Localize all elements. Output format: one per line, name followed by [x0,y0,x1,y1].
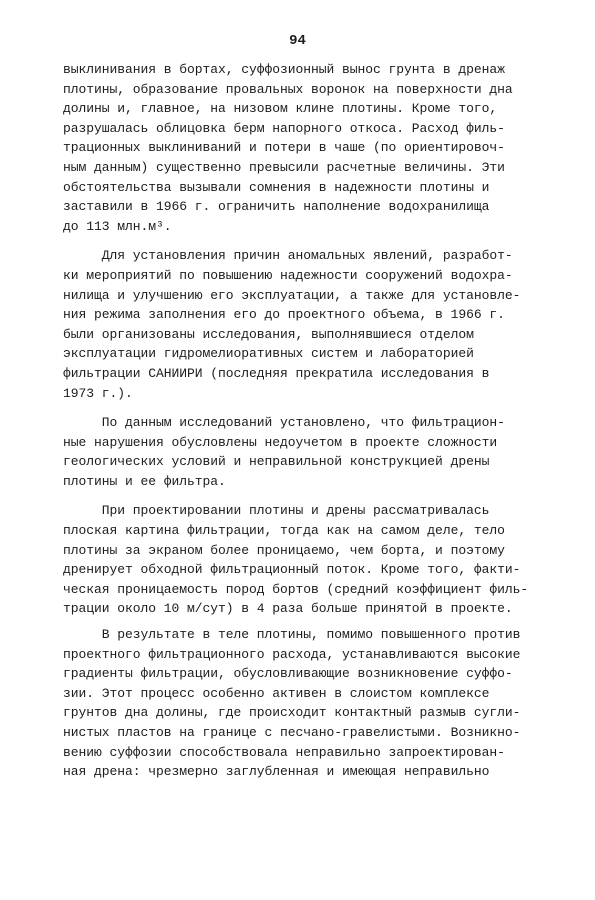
text-line: выклинивания в бортах, суффозионный вынос грунта в дренаж [63,62,505,77]
text-line: проектного фильтрационного расхода, устанавливаются высокие [63,646,521,662]
body-text [63,60,543,782]
text-line: эксплуатации гидромелиоративных систем и лабораторией [63,346,474,362]
text-line: обстоятельства вызывали сомнения в надежности плотины и [63,179,490,195]
text-line: долины и, главное, на низовом клине плотины. Кроме того, [63,101,498,117]
text-line: грунтов дна долины, где происходит контактный размыв сугли- [63,705,521,721]
text-line: плоская картина фильтрации, тогда как на самом деле, тело [63,523,505,539]
paragraph-2 [63,246,543,403]
text-line: нистых пластов на границе с песчано-гравелистыми. Возникно- [63,725,521,740]
text-line: нилища и улучшению его эксплуатации, а также для установле- [63,287,521,303]
text-line: разрушалась облицовка берм напорного откоса. Расход филь- [63,120,505,136]
text-line: были организованы исследования, выполнявшиеся отделом [63,326,474,342]
text-line: геологических условий и неправильной конструкцией дрены [63,454,490,470]
text-line: Для установления причин аномальных явлений, разработ- [63,248,513,264]
text-line: фильтрации САНИИРИ (последняя прекратила исследования в [63,365,490,381]
text-line: до 113 млн.м³. [63,218,172,234]
page-number: 94 [289,33,306,49]
text-line: ки мероприятий по повышению надежности сооружений водохра- [63,267,513,283]
paragraph-5 [63,625,543,782]
text-line: По данным исследований установлено, что фильтрацион- [63,415,505,431]
text-line: заставили в 1966 г. ограничить наполнение водохранилища [63,199,490,215]
text-line: ния режима заполнения его до проектного объема, в 1966 г. [63,307,505,323]
text-line: ным данным) существенно превысили расчетные величины. Эти [63,159,505,175]
text-line: 1973 г.). [63,385,133,401]
text-line: ческая проницаемость пород бортов (средний коэффициент филь- [63,581,529,597]
text-line: При проектировании плотины и дрены рассматривалась [63,503,490,519]
text-line: плотины за экраном более проницаемо, чем борта, и поэтому [63,542,505,558]
text-line: дренирует обходной фильтрационный поток. Кроме того, факти- [63,562,521,578]
text-line: В результате в теле плотины, помимо повышенного против [63,627,521,643]
text-line: ные нарушения обусловлены недоучетом в проекте сложности [63,434,498,450]
text-line: плотины и ее фильтра. [63,473,226,489]
text-line: трационных выклиниваний и потери в чаше (по ориентировоч- [63,140,505,156]
text-line: ная дрена: чрезмерно заглубленная и имеющая неправильно [63,764,490,780]
text-line: зии. Этот процесс особенно активен в слоистом комплексе [63,685,490,701]
text-line: плотины, образование провальных воронок на поверхности дна [63,81,513,97]
paragraph-4 [63,501,543,619]
text-line: вению суффозии способствовала неправильно запроектирован- [63,744,505,760]
paragraph-3 [63,413,543,491]
text-line: градиенты фильтрации, обусловливающие возникновение суффо- [63,666,513,682]
text-line: трации около 10 м/сут) в 4 раза больше принятой в проекте. [63,601,513,617]
paragraph-1 [63,60,543,236]
